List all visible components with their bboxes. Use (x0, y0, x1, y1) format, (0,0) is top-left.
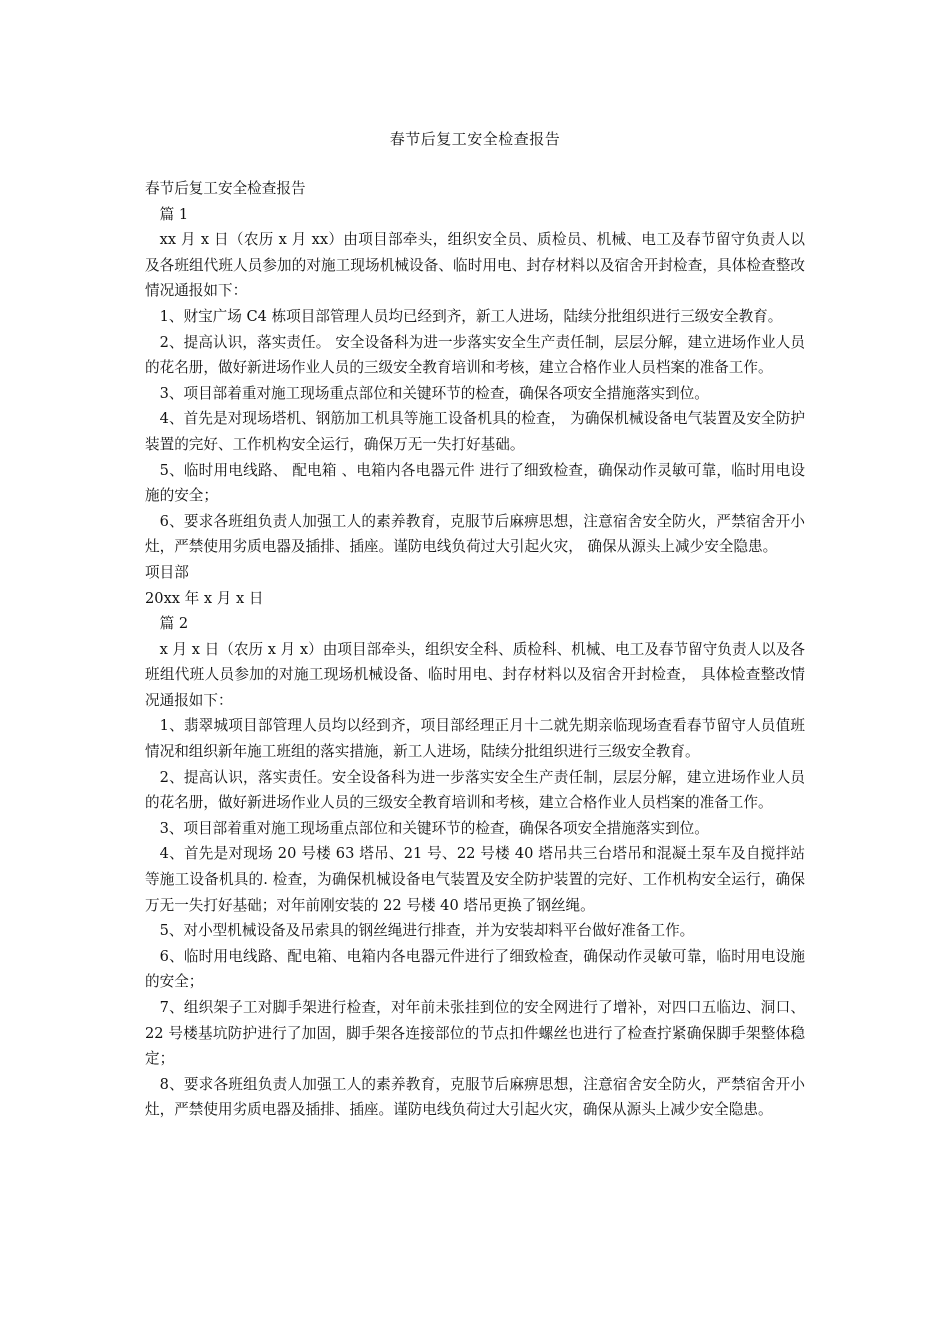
part1-item-5: 5、临时用电线路、 配电箱 、电箱内各电器元件 进行了细致检查，确保动作灵敏可靠，临时用电设施的安全； (145, 461, 805, 505)
document-body (145, 176, 805, 1123)
part2-item-4: 4、首先是对现场 20 号楼 63 塔吊、21 号、22 号楼 40 塔吊共三台塔吊和混凝土泵车及自搅拌站等施工设备机具的. 检查，为确保机械设备电气装置及安全防护装置的完好、工作机构安全运行，确保万无一失打好基础；对年前刚安装的 22 号楼 40 塔吊更换了钢丝绳。 (145, 845, 805, 914)
part2-item-5: 5、对小型机械设备及吊索具的钢丝绳进行排查，并为安装却料平台做好准备工作。 (159, 922, 695, 940)
part1-date: 20xx 年 x 月 x 日 (145, 589, 264, 607)
part2-item-3: 3、项目部着重对施工现场重点部位和关键环节的检查，确保各项安全措施落实到位。 (159, 819, 709, 837)
part1-item-2: 2、提高认识，落实责任。 安全设备科为进一步落实安全生产责任制，层层分解，建立进场作业人员的花名册，做好新进场作业人员的三级安全教育培训和考核，建立合格作业人员档案的准备工作。 (145, 333, 805, 377)
document-subtitle: 春节后复工安全检查报告 (145, 180, 306, 197)
part1-item-6: 6、要求各班组负责人加强工人的素养教育，克服节后麻痹思想，注意宿舍安全防火，严禁宿舍开小灶，严禁使用劣质电器及插排、插座。谨防电线负荷过大引起火灾， 确保从源头上减少安全隐患。 (145, 512, 805, 556)
part1-item-3: 3、项目部着重对施工现场重点部位和关键环节的检查，确保各项安全措施落实到位。 (159, 384, 709, 402)
document-title: 春节后复工安全检查报告 (389, 130, 561, 148)
part2-item-1: 1、翡翠城项目部管理人员均以经到齐，项目部经理正月十二就先期亲临现场查看春节留守人员值班情况和组织新年施工班组的落实措施，新工人进场，陆续分批组织进行三级安全教育。 (145, 717, 805, 761)
part2-item-8: 8、要求各班组负责人加强工人的素养教育，克服节后麻痹思想，注意宿舍安全防火，严禁宿舍开小灶，严禁使用劣质电器及插排、插座。谨防电线负荷过大引起火灾，确保从源头上减少安全隐患。 (145, 1075, 805, 1119)
part2-item-6: 6、临时用电线路、配电箱、电箱内各电器元件进行了细致检查，确保动作灵敏可靠，临时用电设施的安全； (145, 947, 805, 991)
part1-signature: 项目部 (145, 563, 189, 581)
part2-heading: 篇 2 (159, 615, 189, 633)
part2-item-7: 7、组织架子工对脚手架进行检查，对年前未张挂到位的安全网进行了增补，对四口五临边、洞口、22 号楼基坑防护进行了加固，脚手架各连接部位的节点扣件螺丝也进行了检查拧紧确保脚手架整体稳定； (145, 999, 805, 1068)
part1-heading: 篇 1 (159, 205, 189, 223)
part1-intro: xx 月 x 日（农历 x 月 xx）由项目部牵头，组织安全员、质检员、机械、电工及春节留守负责人以及各班组代班人员参加的对施工现场机械设备、临时用电、封存材料以及宿舍开封检查，具体检查整改情况通报如下： (145, 231, 805, 300)
part1-item-4: 4、首先是对现场塔机、钢筋加工机具等施工设备机具的检查， 为确保机械设备电气装置及安全防护装置的完好、工作机构安全运行，确保万无一失打好基础。 (145, 410, 805, 453)
part2-item-2: 2、提高认识，落实责任。安全设备科为进一步落实安全生产责任制，层层分解，建立进场作业人员的花名册，做好新进场作业人员的三级安全教育培训和考核，建立合格作业人员档案的准备工作。 (145, 768, 805, 812)
part2-intro: x 月 x 日（农历 x 月 x）由项目部牵头，组织安全科、质检科、机械、电工及春节留守负责人以及各班组代班人员参加的对施工现场机械设备、临时用电、封存材料以及宿舍开封检查， 具体检查整改情况通报如下： (145, 640, 805, 709)
part1-item-1: 1、财宝广场 C4 栋项目部管理人员均已经到齐，新工人进场，陆续分批组织进行三级安全教育。 (159, 307, 783, 325)
